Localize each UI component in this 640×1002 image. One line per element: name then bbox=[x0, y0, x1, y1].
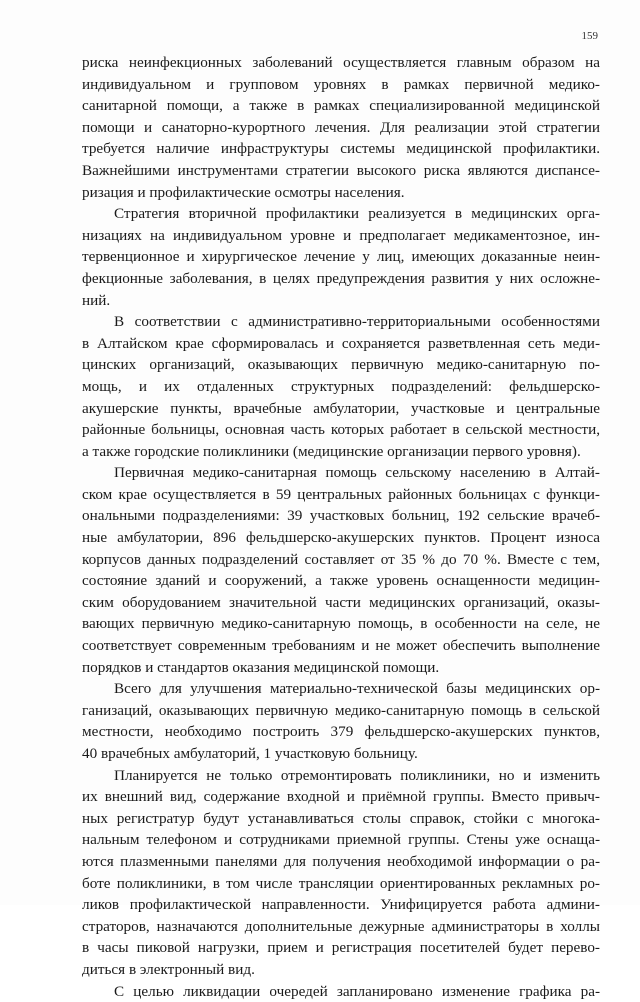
text-line: ризация и профилактические осмотры населения. bbox=[82, 183, 405, 201]
text-line: 40 врачебных амбулаторий, 1 участковую больницу. bbox=[82, 745, 418, 762]
text-line: ганизаций, оказывающих первичную медико-санитарную помощь в сельской bbox=[82, 701, 600, 719]
text-line: ные амбулатории, 896 фельдшерско-акушерских пунктов. Процент износа bbox=[82, 529, 600, 547]
text-line: Важнейшими инструментами стратегии высокого риска являются диспансе- bbox=[82, 161, 600, 179]
text-line: боте поликлиники, в том числе трансляции ориентированных рекламных ро- bbox=[82, 874, 600, 892]
text-line: индивидуальном и групповом уровнях в рамках первичной медико- bbox=[82, 75, 600, 93]
text-line: ском крае осуществляется в 59 центральных районных больницах с функци- bbox=[82, 485, 600, 503]
text-line: ским оборудованием значительной части медицинских организаций, оказы- bbox=[82, 593, 600, 611]
text-line: диться в электронный вид. bbox=[82, 960, 255, 978]
text-line: акушерские пункты, врачебные амбулатории, участковые и центральные bbox=[82, 399, 600, 417]
text-line: ликов профилактической направленности. Унифицируется работа админи- bbox=[82, 896, 600, 914]
text-line: ных регистратур будут устанавливаться столы справок, стойки с многока- bbox=[82, 809, 600, 827]
text-line: санитарной помощи, а также в рамках специализированной медицинской bbox=[82, 97, 600, 115]
text-line: вающих первичную медико-санитарную помощь, в особенности на селе, не bbox=[82, 615, 600, 633]
paragraph bbox=[82, 765, 600, 981]
text-line: их внешний вид, содержание входной и приёмной группы. Вместо привыч- bbox=[82, 788, 600, 806]
paragraph bbox=[82, 678, 600, 764]
paragraph bbox=[82, 462, 600, 678]
text-line: С целью ликвидации очередей запланировано изменение графика ра- bbox=[114, 982, 600, 1000]
text-line: риска неинфекционных заболеваний осуществляется главным образом на bbox=[82, 54, 600, 71]
text-line: мощь, и их отдаленных структурных подразделений: фельдшерско- bbox=[82, 377, 600, 395]
text-line: ний. bbox=[82, 291, 111, 309]
text-line: фекционные заболевания, в целях предупреждения развития у них осложне- bbox=[82, 269, 600, 287]
text-line: местности, необходимо построить 379 фельдшерско-акушерских пунктов, bbox=[82, 723, 600, 741]
text-line: соответствует современным требованиям и не может обеспечить выполнение bbox=[82, 637, 600, 655]
text-line: низациях на индивидуальном уровне и предполагает медикаментозное, ин- bbox=[82, 226, 600, 244]
text-line: Всего для улучшения материально-технической базы медицинских ор- bbox=[114, 680, 600, 698]
text-line: районные больницы, основная часть которых работает в сельской местности, bbox=[82, 421, 600, 439]
text-line: нальным телефоном и сотрудниками приемной группы. Стены уже оснаща- bbox=[82, 831, 600, 849]
text-line: страторов, назначаются дополнительные дежурные администраторы в холлы bbox=[82, 917, 600, 935]
text-line: Планируется не только отремонтировать поликлиники, но и изменить bbox=[114, 766, 600, 784]
text-line: Стратегия вторичной профилактики реализуется в медицинских орга- bbox=[114, 205, 600, 223]
text-line: корпусов данных подразделений составляет от 35 % до 70 %. Вместе с тем, bbox=[82, 550, 600, 568]
text-line: помощи и санаторно-курортного лечения. Для реализации этой стратегии bbox=[82, 118, 600, 136]
page-number: 159 bbox=[581, 30, 598, 42]
text-line: требуется наличие инфраструктуры системы медицинской профилактики. bbox=[82, 140, 600, 158]
paragraph bbox=[82, 52, 600, 203]
text-line: в часы пиковой нагрузки, прием и регистрация посетителей будет перево- bbox=[82, 939, 600, 957]
text-line: Первичная медико-санитарная помощь сельскому населению в Алтай- bbox=[114, 464, 600, 482]
paragraph bbox=[82, 203, 600, 311]
text-line: в Алтайском крае сформировалась и сохраняется разветвленная сеть меди- bbox=[82, 334, 600, 352]
text-line: В соответствии с административно-территориальными особенностями bbox=[114, 313, 600, 331]
text-line: ональными подразделениями: 39 участковых больниц, 192 сельские врачеб- bbox=[82, 507, 600, 525]
text-line: цинских организаций, оказывающих первичную медико-санитарную по- bbox=[82, 356, 600, 374]
paragraph bbox=[82, 981, 600, 1002]
text-line: состояние зданий и сооружений, а также уровень оснащенности медицин- bbox=[82, 572, 600, 590]
text-line: а также городские поликлиники (медицинские организации первого уровня). bbox=[82, 442, 581, 460]
text-line: порядков и стандартов оказания медицинской помощи. bbox=[82, 658, 440, 676]
text-line: тервенционное и хирургическое лечение у лиц, имеющих доказанные неин- bbox=[82, 248, 600, 266]
body-text bbox=[82, 52, 600, 1002]
paragraph bbox=[82, 311, 600, 462]
text-line: ются плазменными панелями для получения необходимой информации о ра- bbox=[82, 852, 600, 870]
